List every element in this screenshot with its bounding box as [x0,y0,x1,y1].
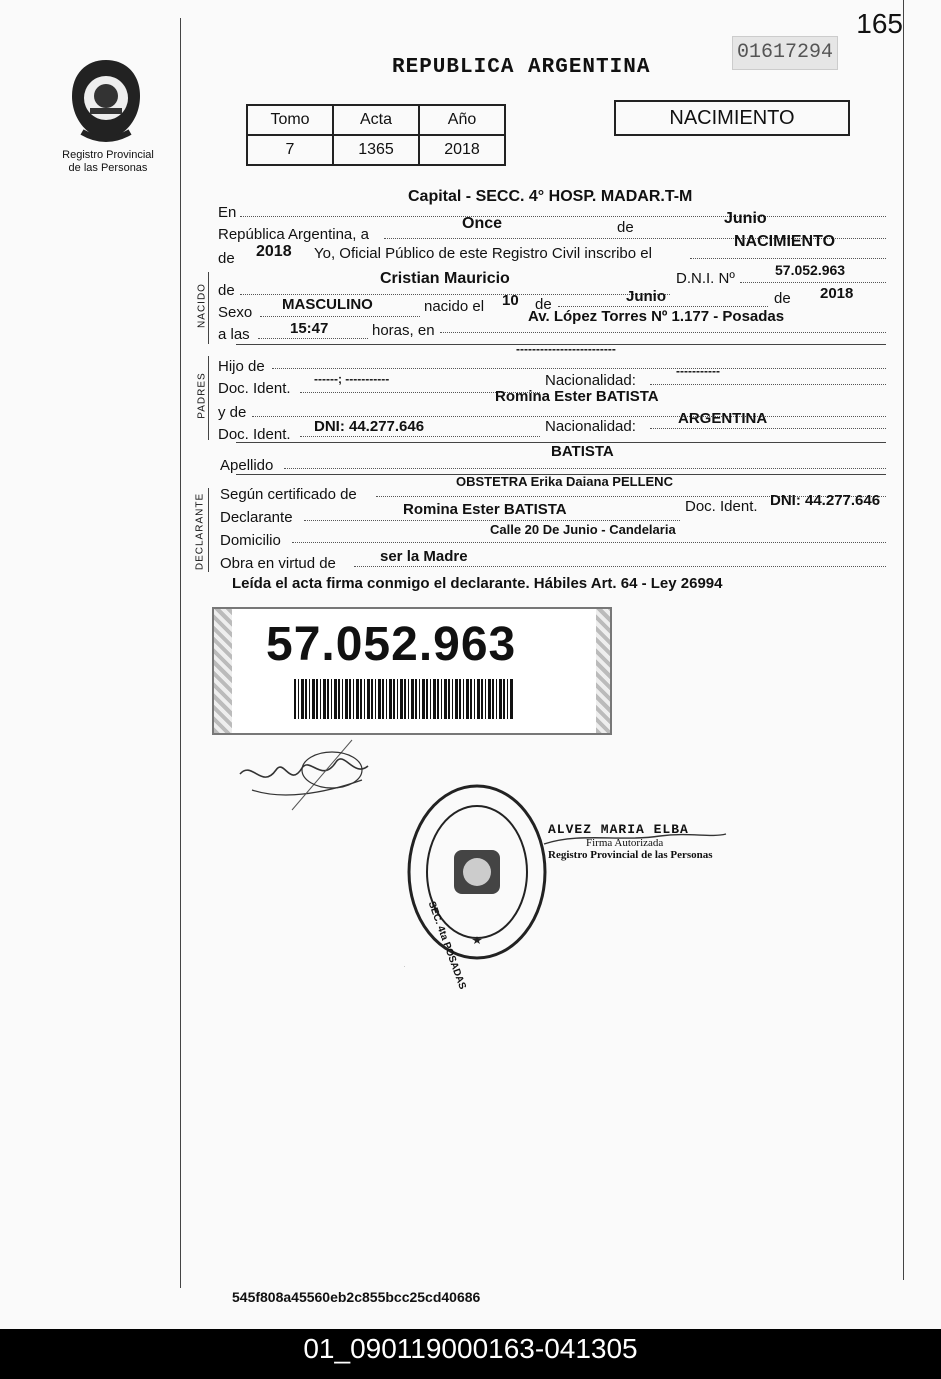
doc2-label: Doc. Ident. [218,426,291,443]
header-anio: Año [419,105,505,135]
nacido-de3-label: de [774,290,791,307]
nacido-name-dots [240,294,670,295]
dni-number-card [212,607,612,735]
inscribo-value: NACIMIENTO [734,233,836,250]
nacido-section-label: NACIDO [196,283,208,328]
header-acta: Acta [333,105,419,135]
value-tomo: 7 [247,135,333,165]
dni-value: 57.052.963 [775,262,846,278]
value-anio: 2018 [419,135,505,165]
mother-value: Romina Ester BATISTA [495,388,659,405]
doc1-value: ------; ----------- [314,372,390,386]
value-acta: 1365 [333,135,419,165]
decl-label: Declarante [220,509,293,526]
cert-value: OBSTETRA Erika Daiana PELLENC [456,474,673,489]
de2-label: de [218,250,235,267]
sexo-value: MASCULINO [282,296,373,313]
birth-month-value: Junio [626,288,666,305]
birth-day-value: 10 [502,292,519,309]
sexo-dots [260,316,420,317]
record-table [246,104,506,166]
document-hash: 545f808a45560eb2c855bcc25cd40686 [232,1289,481,1305]
birth-month-dots [558,306,768,307]
record-type-box: NACIMIENTO [614,100,850,136]
en-label: En [218,204,237,221]
seal-inner-text: SEC. 4ta POSADAS [425,900,468,991]
closing-note: Leída el acta firma conmigo el declarante. Hábiles Art. 64 - Ley 26994 [232,575,723,592]
yo-text: Yo, Oficial Público de este Registro Civil inscribo el [314,245,652,262]
nac1-label: Nacionalidad: [545,372,636,389]
seal-ring-text [404,966,405,967]
nac1-dots [650,384,886,385]
signer-org: Registro Provincial de las Personas [548,849,713,861]
sexo-label: Sexo [218,304,253,321]
declarante-section-label: DECLARANTE [194,492,206,571]
year-value: 2018 [256,243,292,260]
card-stripe-left [214,609,232,733]
hijo-dots [272,368,886,369]
signer-name: ALVEZ MARIA ELBA [548,822,689,837]
place-dots [440,332,886,333]
nacido-name-value: Cristian Mauricio [380,270,510,287]
barcode [294,679,514,719]
declarante-bracket [208,488,209,572]
nac2-value: ARGENTINA [678,410,768,427]
apellido-value: BATISTA [551,443,614,460]
yde-label: y de [218,404,247,421]
dni-dots [740,282,886,283]
right-margin-line [903,0,904,1280]
de-label: de [617,219,634,236]
hijo-label: Hijo de [218,358,265,375]
birth-year-value: 2018 [820,285,854,302]
obra-label: Obra en virtud de [220,555,336,572]
dom-value: Calle 20 De Junio - Candelaria [490,522,676,537]
page-number: 165 [856,8,903,39]
document-title: REPUBLICA ARGENTINA [392,56,651,79]
authorized-signature-block [548,822,713,861]
decl-doc-label: Doc. Ident. [685,498,758,515]
apellido-dots [284,468,886,469]
alas-label: a las [218,326,250,343]
mother-dots [252,416,886,417]
horas-label: horas, en [372,322,435,339]
header-tomo: Tomo [247,105,333,135]
nac2-dots [650,428,886,429]
en-value: Capital - SECC. 4° HOSP. MADAR.T-M [408,188,693,205]
place-value: Av. López Torres Nº 1.177 - Posadas [528,308,785,325]
left-margin-line [180,18,181,1288]
nacido-de-label: de [218,282,235,299]
rep-label: República Argentina, a [218,226,369,243]
card-stripe-right [596,609,610,733]
nac1-value: ----------- [676,364,720,378]
serial-number: 01617294 [732,36,838,70]
nacido-bracket [208,272,209,344]
logo-caption-line1: Registro Provincial [62,149,154,161]
apellido-label: Apellido [220,457,274,474]
logo-caption [58,149,158,175]
padres-bracket [208,356,209,440]
obra-value: ser la Madre [380,548,468,565]
dni-label: D.N.I. Nº [676,270,735,287]
signer-role: Firma Autorizada [586,837,664,849]
dom-label: Domicilio [220,532,281,549]
hijo-value: ------------------------- [516,342,616,356]
doc1-label: Doc. Ident. [218,380,291,397]
nac2-label: Nacionalidad: [545,418,636,435]
logo-caption-line2: de las Personas [68,162,148,174]
obra-dots [354,566,886,567]
day-value: Once [462,215,503,232]
en-dots [240,216,886,217]
province-logo [66,56,146,144]
decl-doc-value: DNI: 44.277.646 [770,492,881,509]
padres-section-label: PADRES [196,372,208,419]
declarant-signature [232,730,382,820]
doc2-dots [300,436,540,437]
footer-id-bar: 01_090119000163-041305 [0,1329,941,1379]
month-value: Junio [724,210,767,227]
time-dots [258,338,368,339]
dni-card-number: 57.052.963 [266,618,517,671]
nacido-de2-label: de [535,296,552,313]
yo-dots [690,258,886,259]
time-value: 15:47 [290,320,329,337]
cert-label: Según certificado de [220,486,357,503]
dom-dots [292,542,886,543]
nacido-el-label: nacido el [424,298,485,315]
doc2-value: DNI: 44.277.646 [314,418,425,435]
official-seal [404,782,550,962]
decl-dots [304,520,680,521]
decl-value: Romina Ester BATISTA [403,501,567,518]
